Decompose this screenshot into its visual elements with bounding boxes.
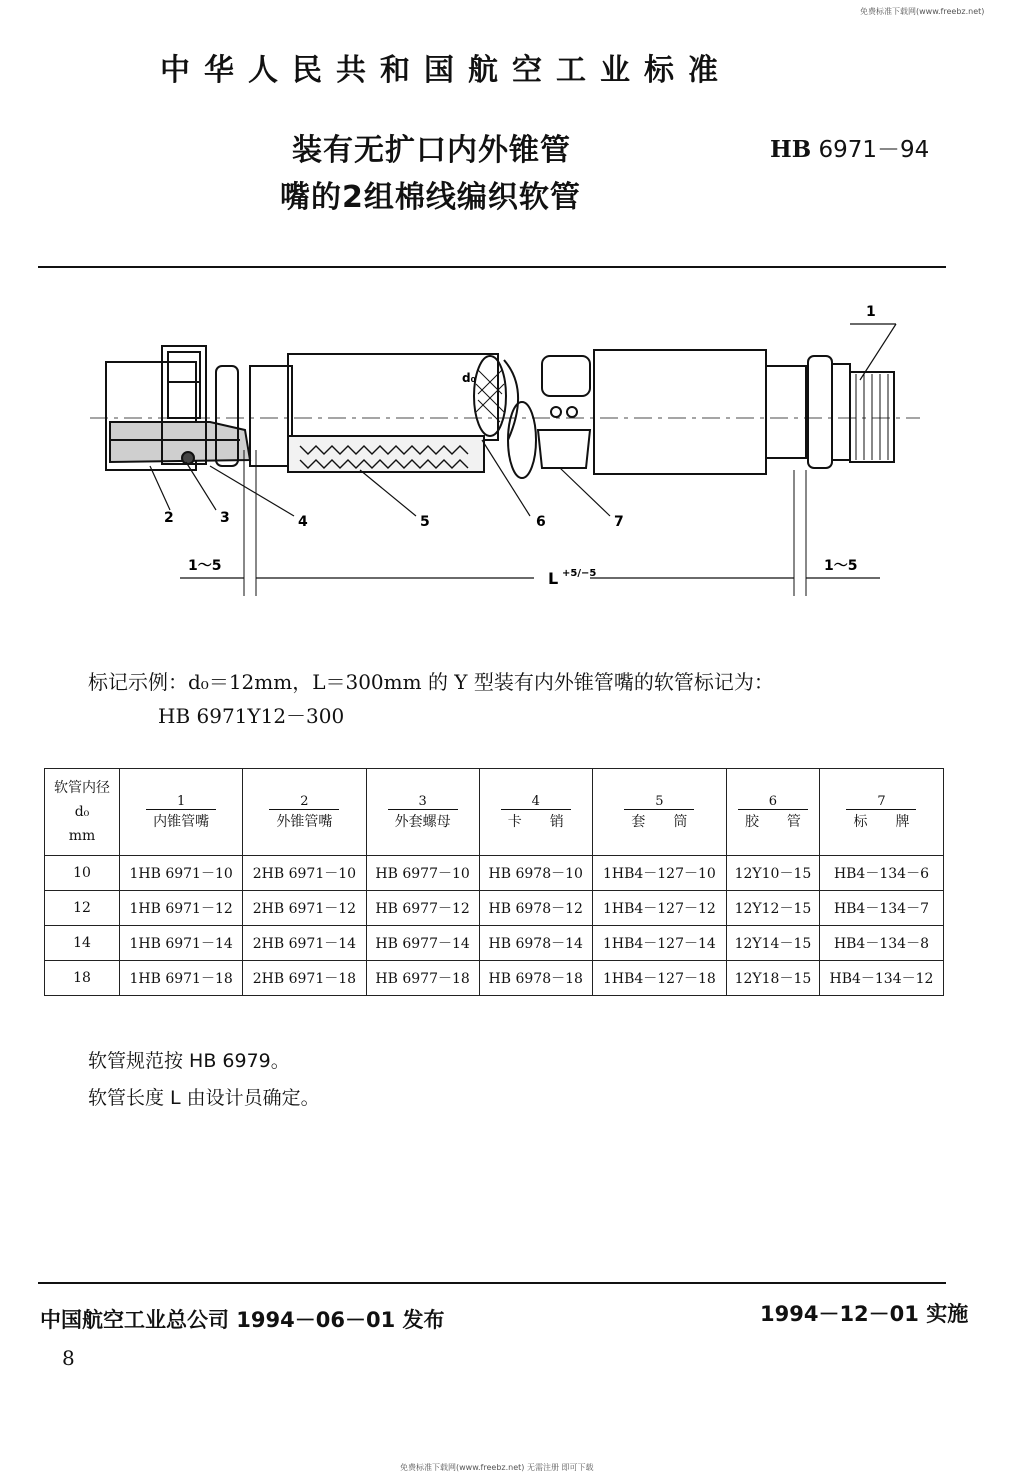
cell: 2HB 6971－14 (243, 926, 366, 961)
cell: HB4－134－6 (819, 856, 943, 891)
cell-diameter: 18 (45, 961, 120, 996)
cell-diameter: 12 (45, 891, 120, 926)
cell-diameter: 14 (45, 926, 120, 961)
page-number: 8 (62, 1346, 75, 1370)
dim-right: 1～5 (824, 558, 858, 574)
standard-code-prefix: HB (770, 136, 812, 163)
cell: 12Y12－15 (726, 891, 819, 926)
table-row (45, 856, 944, 891)
callout-5: 5 (420, 514, 430, 530)
cell: HB 6977－14 (366, 926, 479, 961)
footer-rule (38, 1282, 946, 1284)
cell: 1HB4－127－10 (592, 856, 726, 891)
dim-length: L (548, 569, 559, 588)
dim-left: 1～5 (188, 558, 222, 574)
cell: 1HB 6971－18 (120, 961, 243, 996)
callout-3: 3 (220, 510, 230, 526)
cell-diameter: 10 (45, 856, 120, 891)
table-row (45, 926, 944, 961)
watermark-bottom: 免费标准下载网(www.freebz.net) 无需注册 即可下载 (400, 1463, 594, 1472)
table-row (45, 961, 944, 996)
cell: HB 6977－18 (366, 961, 479, 996)
cell: HB 6978－18 (479, 961, 592, 996)
cell: 2HB 6971－12 (243, 891, 366, 926)
cell: HB4－134－7 (819, 891, 943, 926)
cell: HB 6978－14 (479, 926, 592, 961)
column-header-2: 2 外锥管嘴 (243, 769, 366, 856)
issue-date: 中国航空工业总公司 1994－06－01 发布 (40, 1308, 445, 1332)
cell: 1HB 6971－12 (120, 891, 243, 926)
hose-diameter-header (45, 769, 120, 856)
title-line-1: 装有无扩口内外锥管 (292, 133, 571, 168)
standard-code (770, 131, 929, 164)
cell: 12Y18－15 (726, 961, 819, 996)
watermark-top: 免费标准下载网(www.freebz.net) (860, 7, 985, 16)
cell: 12Y10－15 (726, 856, 819, 891)
table-row (45, 891, 944, 926)
cell: 2HB 6971－10 (243, 856, 366, 891)
callout-4: 4 (298, 514, 308, 530)
column-header-6: 6 胶 管 (726, 769, 819, 856)
note-hose-length: 软管长度 L 由设计员确定。 (88, 1087, 320, 1109)
hose-assembly-drawing (90, 300, 950, 600)
effective-date: 1994－12－01 实施 (760, 1302, 969, 1326)
column-header-4: 4 卡 销 (479, 769, 592, 856)
standard-code-number: 6971－94 (818, 137, 930, 163)
column-header-3: 3 外套螺母 (366, 769, 479, 856)
cell: 1HB4－127－14 (592, 926, 726, 961)
header-mm: mm (68, 828, 96, 844)
marking-example: 标记示例：d₀＝12mm，L＝300mm 的 Y 型装有内外锥管嘴的软管标记为： (88, 670, 774, 694)
cell: 1HB 6971－14 (120, 926, 243, 961)
cell: HB 6978－10 (479, 856, 592, 891)
callout-6: 6 (536, 514, 546, 530)
title-line-2: 嘴的2组棉线编织软管 (280, 180, 581, 215)
column-header-1: 1 内锥管嘴 (120, 769, 243, 856)
column-header-5: 5 套 筒 (592, 769, 726, 856)
standard-header: 中华人民共和国航空工业标准 (160, 53, 732, 88)
header-hose-inner-diameter: 软管内径 (54, 780, 110, 796)
cell: 1HB4－127－18 (592, 961, 726, 996)
specification-table (44, 768, 944, 996)
cell: HB 6977－12 (366, 891, 479, 926)
marking-example-code: HB 6971Y12－300 (158, 704, 345, 728)
cell: HB 6978－12 (479, 891, 592, 926)
cell: HB 6977－10 (366, 856, 479, 891)
column-header-7: 7 标 牌 (819, 769, 943, 856)
note-hose-spec: 软管规范按 HB 6979。 (88, 1050, 290, 1072)
table-header-row (45, 769, 944, 856)
d0-label: d₀ (462, 371, 476, 385)
cell: HB4－134－12 (819, 961, 943, 996)
header-d0: d₀ (74, 804, 90, 820)
cell: 1HB 6971－10 (120, 856, 243, 891)
callout-2: 2 (164, 510, 174, 526)
cell: 1HB4－127－12 (592, 891, 726, 926)
header-rule (38, 266, 946, 268)
callout-1: 1 (866, 304, 876, 320)
callout-7: 7 (614, 514, 624, 530)
cell: 2HB 6971－18 (243, 961, 366, 996)
cell: 12Y14－15 (726, 926, 819, 961)
cell: HB4－134－8 (819, 926, 943, 961)
dim-tolerance: +5/−5 (562, 568, 597, 579)
